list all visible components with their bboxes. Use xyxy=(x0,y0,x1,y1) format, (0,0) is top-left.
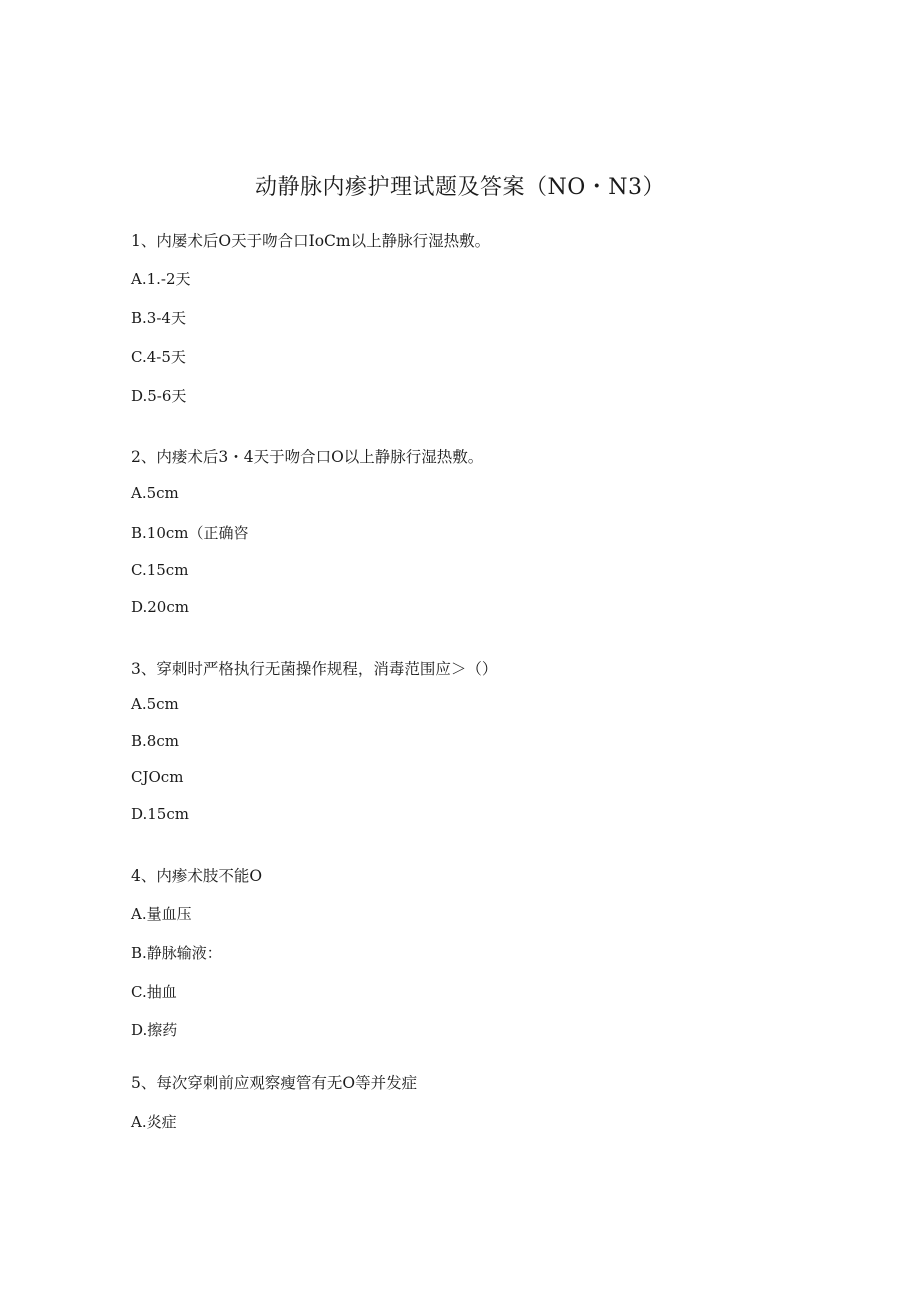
question-1: 1、内屡术后O天于吻合口IoCm以上静脉行湿热敷。 xyxy=(131,232,491,250)
question-3-option-a: A.5cm xyxy=(131,695,179,713)
question-2-option-c: C.15cm xyxy=(131,561,189,579)
question-5: 5、每次穿刺前应观察瘦管有无O等并发症 xyxy=(131,1074,418,1092)
question-4-option-a: A.量血压 xyxy=(131,905,192,923)
question-3-option-b: B.8cm xyxy=(131,732,179,750)
question-4-option-b: B.静脉输液： xyxy=(131,944,222,962)
question-1-option-c: C.4-5天 xyxy=(131,348,186,366)
question-3-option-d: D.15cm xyxy=(131,805,189,823)
question-2-option-b: B.10cm（正确咨 xyxy=(131,524,249,542)
question-1-option-a: A.1.-2天 xyxy=(131,270,191,288)
question-4: 4、内瘆术肢不能O xyxy=(131,867,263,885)
question-4-option-c: C.抽血 xyxy=(131,983,177,1001)
question-5-option-a: A.炎症 xyxy=(131,1113,177,1131)
question-3-option-c: CJOcm xyxy=(131,768,184,786)
document-title: 动静脉内瘆护理试题及答案（NO・N3） xyxy=(254,175,666,200)
question-1-option-b: B.3-4天 xyxy=(131,309,186,327)
question-3: 3、穿刺时严格执行无菌操作规程，消毒范围应＞（） xyxy=(131,660,498,678)
question-1-option-d: D.5-6天 xyxy=(131,387,187,405)
question-4-option-d: D.擦药 xyxy=(131,1021,178,1039)
question-2-option-a: A.5cm xyxy=(131,484,179,502)
question-2-option-d: D.20cm xyxy=(131,598,189,616)
question-2: 2、内瘘术后3・4天于吻合口O以上静脉行湿热敷。 xyxy=(131,448,484,466)
